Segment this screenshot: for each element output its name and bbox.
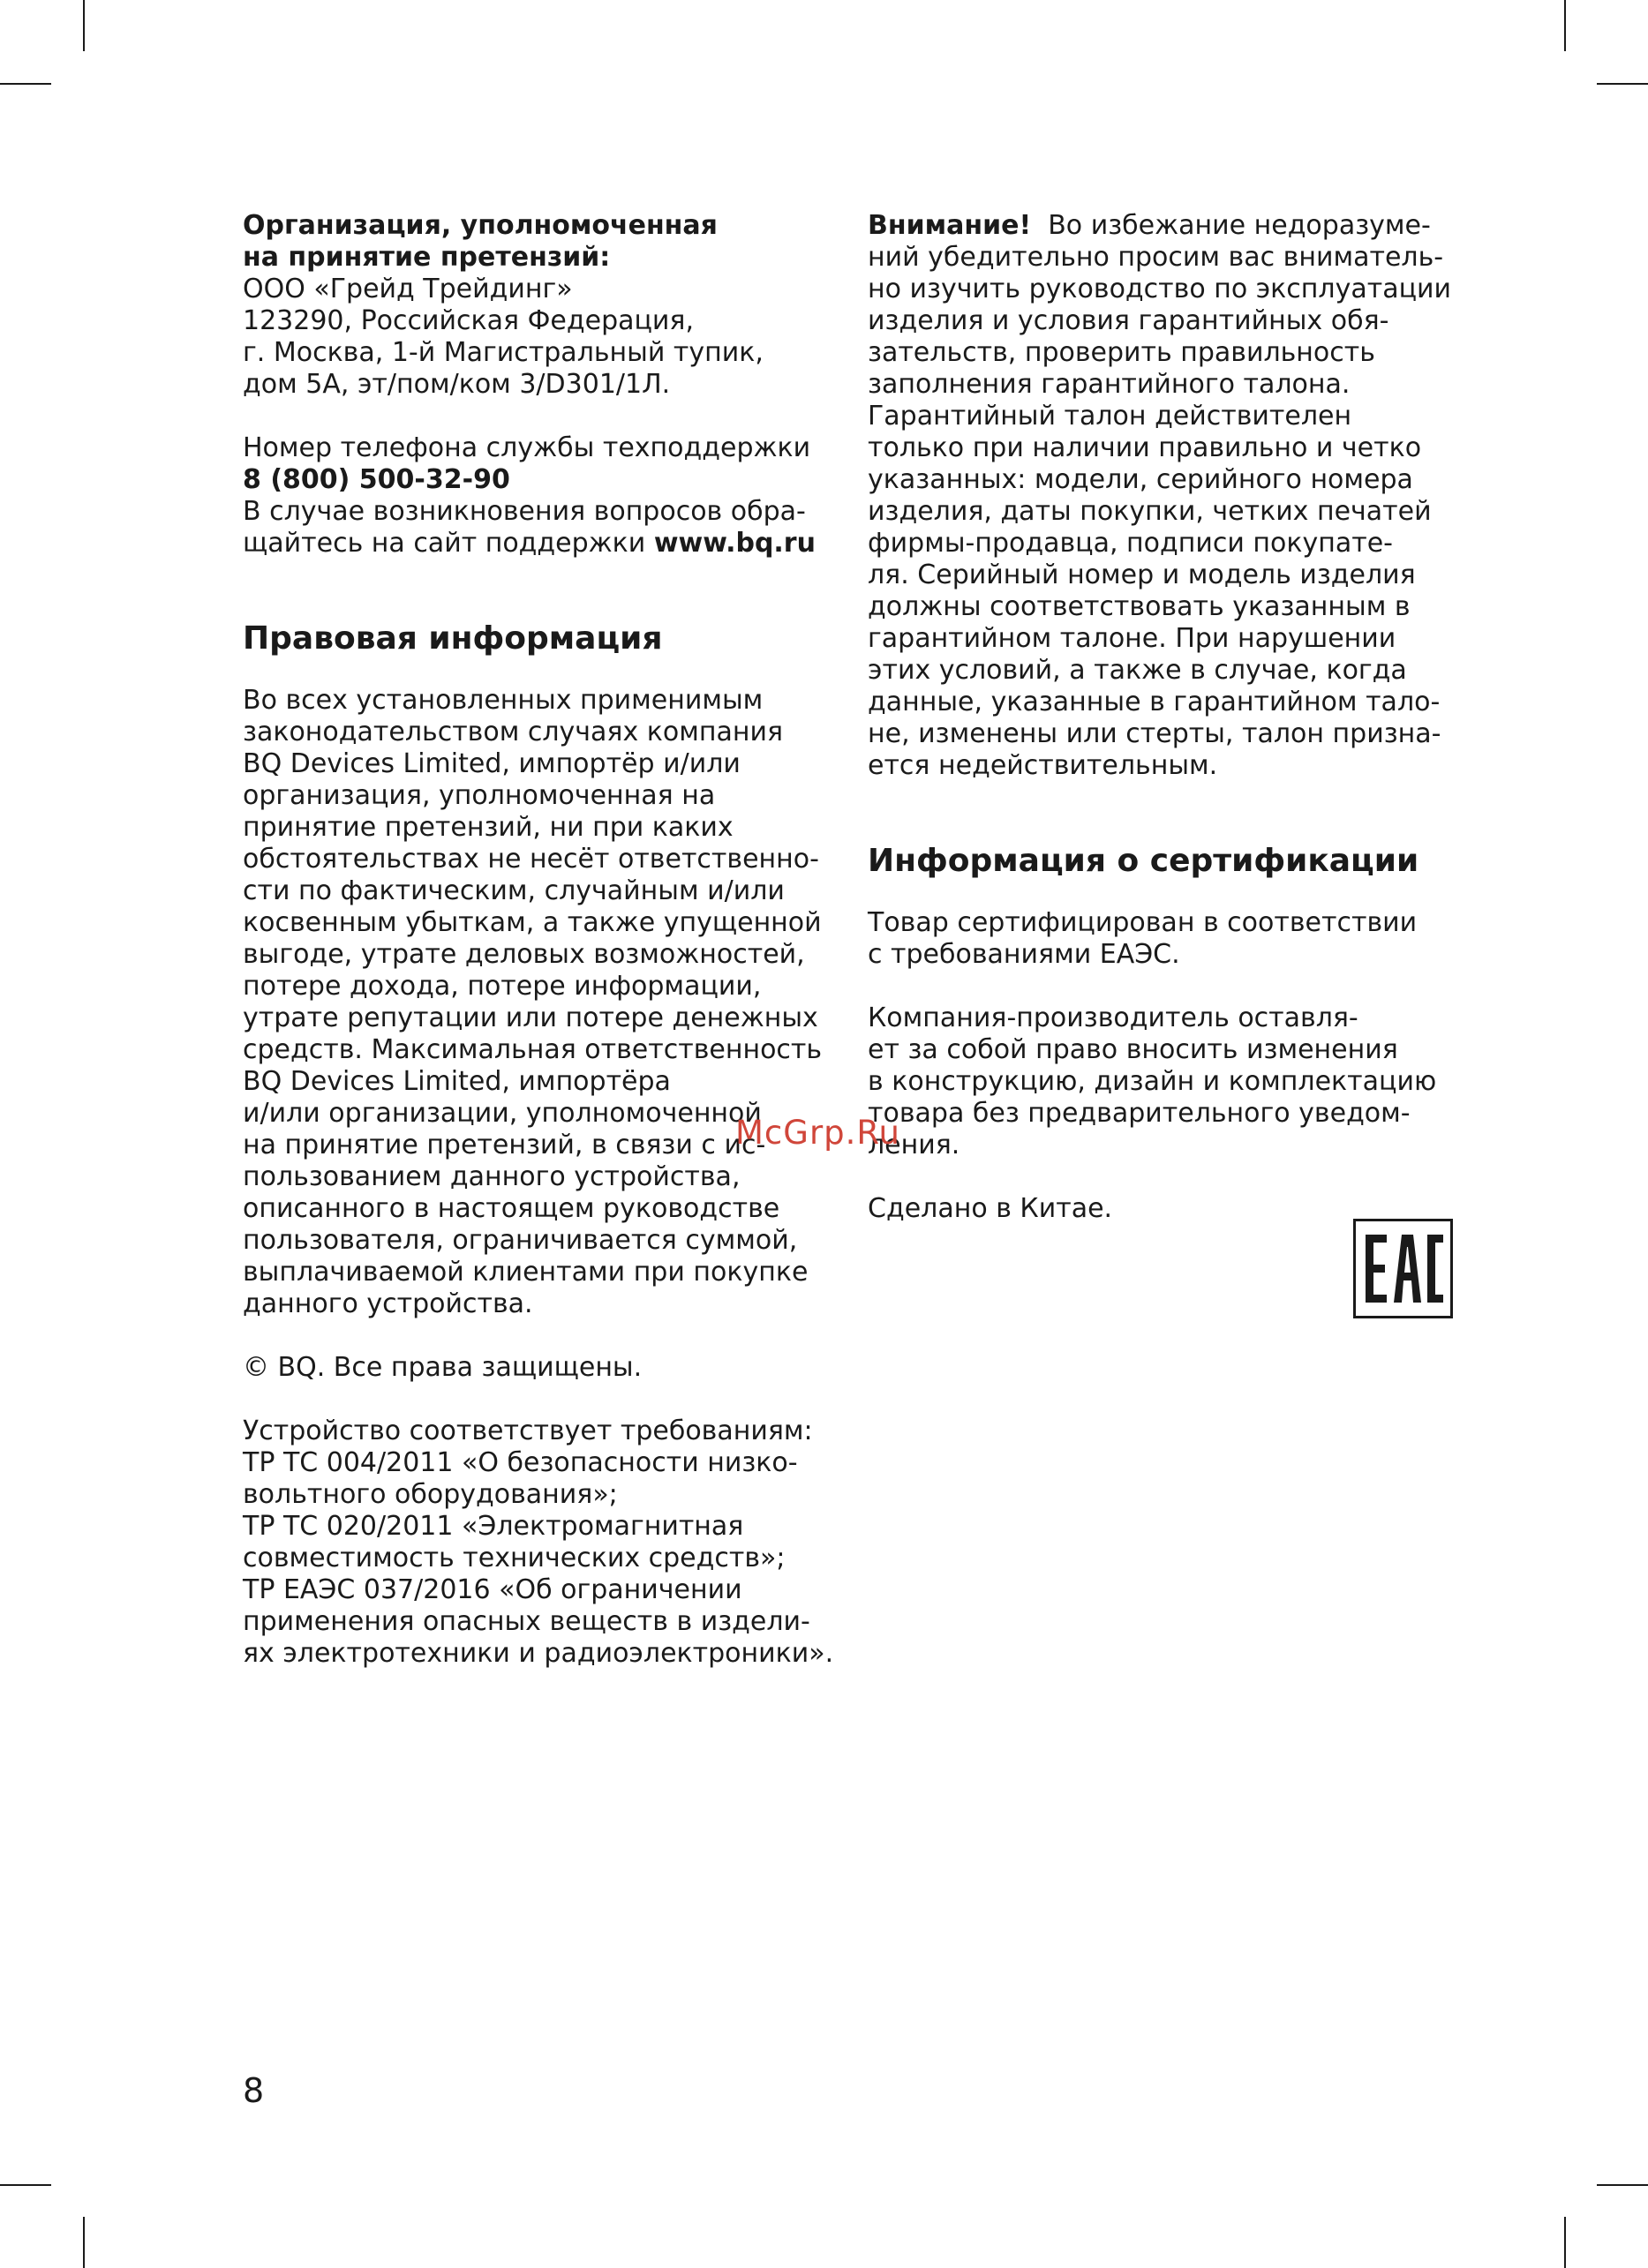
attention-first-line: Во избежание недоразуме-	[1031, 210, 1431, 241]
crop-mark	[83, 0, 85, 51]
text-line: законодательством случаях компания	[243, 717, 783, 747]
text-line: ления.	[868, 1130, 960, 1160]
page-number: 8	[243, 2071, 265, 2110]
crop-mark	[83, 2217, 85, 2268]
text-line: заполнения гарантийного талона.	[868, 369, 1351, 400]
cert-text	[868, 907, 1477, 971]
text-line: Устройство соответствует требованиям:	[243, 1416, 813, 1446]
support-text: щайтесь на сайт поддержки	[243, 528, 654, 559]
text-line: изделия и условия гарантийных обя-	[868, 305, 1389, 336]
text-line: на принятие претензий:	[243, 242, 611, 273]
text-line: ется недействительным.	[868, 750, 1218, 781]
text-line: описанного в настоящем руководстве	[243, 1193, 780, 1224]
text-line: этих условий, а также в случае, когда	[868, 655, 1407, 686]
text-line: Гарантийный талон действителен	[868, 401, 1352, 432]
text-line: не, изменены или стерты, талон призна-	[868, 718, 1441, 749]
text-line: гарантийном талоне. При нарушении	[868, 623, 1396, 654]
text-line: вольтного оборудования»;	[243, 1479, 618, 1510]
text-line: фирмы-продавца, подписи покупате-	[868, 528, 1393, 559]
watermark: McGrp.Ru	[735, 1114, 900, 1152]
crop-mark	[0, 2184, 51, 2186]
text-line: ля. Серийный номер и модель изделия	[868, 559, 1416, 590]
text-line: товара без предварительного уведом-	[868, 1098, 1411, 1129]
text-line: средств. Максимальная ответственность	[243, 1034, 823, 1065]
text-line: дом 5А, эт/пом/ком 3/D301/1Л.	[243, 369, 671, 400]
crop-mark	[1597, 2184, 1648, 2186]
text-line: только при наличии правильно и четко	[868, 432, 1422, 463]
manufacturer-text	[868, 1003, 1477, 1161]
crop-mark	[1564, 0, 1566, 51]
text-line: утрате репутации или потере денежных	[243, 1003, 818, 1033]
org-address	[243, 274, 843, 401]
text-line: и/или организации, уполномоченной	[243, 1098, 762, 1129]
text-line: данного устройства.	[243, 1288, 533, 1319]
text-line: BQ Devices Limited, импортёр и/или	[243, 748, 741, 779]
text-line: выгоде, утрате деловых возможностей,	[243, 939, 805, 970]
text-line: на принятие претензий, в связи с ис-	[243, 1130, 766, 1160]
text-line: с требованиями ЕАЭС.	[868, 939, 1180, 970]
text-line: ях электротехники и радиоэлектроники».	[243, 1638, 834, 1669]
text-line: совместимость технических средств»;	[243, 1543, 786, 1573]
text-line: потере дохода, потере информации,	[243, 971, 762, 1002]
crop-mark	[1597, 83, 1648, 85]
eac-logo	[1353, 1219, 1453, 1318]
text-line: в конструкцию, дизайн и комплектацию	[868, 1066, 1437, 1097]
legal-text	[243, 685, 843, 1320]
text-line: но изучить руководство по эксплуатации	[868, 274, 1451, 304]
left-column	[243, 210, 843, 1670]
text-line: должны соответствовать указанным в	[868, 591, 1411, 622]
text-line: ний убедительно просим вас вниматель-	[868, 242, 1444, 273]
text-line: зательств, проверить правильность	[868, 337, 1375, 368]
text-line: обстоятельствах не несёт ответственно-	[243, 844, 819, 875]
text-line: сти по фактическим, случайным и/или	[243, 875, 785, 906]
text-line: ТР ЕАЭС 037/2016 «Об ограничении	[243, 1574, 742, 1605]
made-in: Сделано в Китае.	[868, 1193, 1113, 1224]
text-line: пользователя, ограничивается суммой,	[243, 1225, 798, 1256]
text-line: данные, указанные в гарантийном тало-	[868, 687, 1441, 717]
copyright: © BQ. Все права защищены.	[243, 1352, 643, 1383]
legal-title: Правовая информация	[243, 620, 663, 657]
text-line: пользованием данного устройства,	[243, 1161, 741, 1192]
text-line: BQ Devices Limited, импортёра	[243, 1066, 671, 1097]
text-line: ет за собой право вносить изменения	[868, 1034, 1398, 1065]
text-line: организация, уполномоченная на	[243, 780, 716, 811]
text-line: ТР ТС 020/2011 «Электромагнитная	[243, 1511, 744, 1542]
crop-mark	[1564, 2217, 1566, 2268]
text-line	[868, 210, 1477, 242]
cert-title: Информация о сертификации	[868, 843, 1419, 879]
text-line: применения опасных веществ в издели-	[243, 1606, 810, 1637]
support-block	[243, 432, 843, 559]
org-heading	[243, 210, 843, 274]
text-line: ООО «Грейд Трейдинг»	[243, 274, 573, 304]
support-site-link[interactable]: www.bq.ru	[653, 528, 816, 559]
support-label: Номер телефона службы техподдержки	[243, 432, 811, 463]
compliance-text	[243, 1416, 843, 1670]
text-line	[243, 528, 843, 559]
text-line: ТР ТС 004/2011 «О безопасности низко-	[243, 1447, 798, 1478]
text-line: 123290, Российская Федерация,	[243, 305, 695, 336]
text-line: Товар сертифицирован в соответствии	[868, 907, 1418, 938]
support-phone: 8 (800) 500-32-90	[243, 464, 510, 495]
text-line: Компания-производитель оставля-	[868, 1003, 1358, 1033]
text-line: принятие претензий, ни при каких	[243, 812, 734, 843]
attention-text	[868, 242, 1477, 782]
text-line: В случае возникновения вопросов обра-	[243, 496, 806, 527]
text-line: изделия, даты покупки, четких печатей	[868, 496, 1432, 527]
text-line: Во всех установленных применимым	[243, 685, 764, 716]
right-column	[868, 210, 1477, 1225]
text-line: указанных: модели, серийного номера	[868, 464, 1413, 495]
crop-mark	[0, 83, 51, 85]
text-line: косвенным убыткам, а также упущенной	[243, 907, 822, 938]
attention-label: Внимание!	[868, 210, 1032, 241]
text-line: выплачиваемой клиентами при покупке	[243, 1257, 809, 1288]
text-line: г. Москва, 1-й Магистральный тупик,	[243, 337, 764, 368]
text-line: Организация, уполномоченная	[243, 210, 718, 241]
